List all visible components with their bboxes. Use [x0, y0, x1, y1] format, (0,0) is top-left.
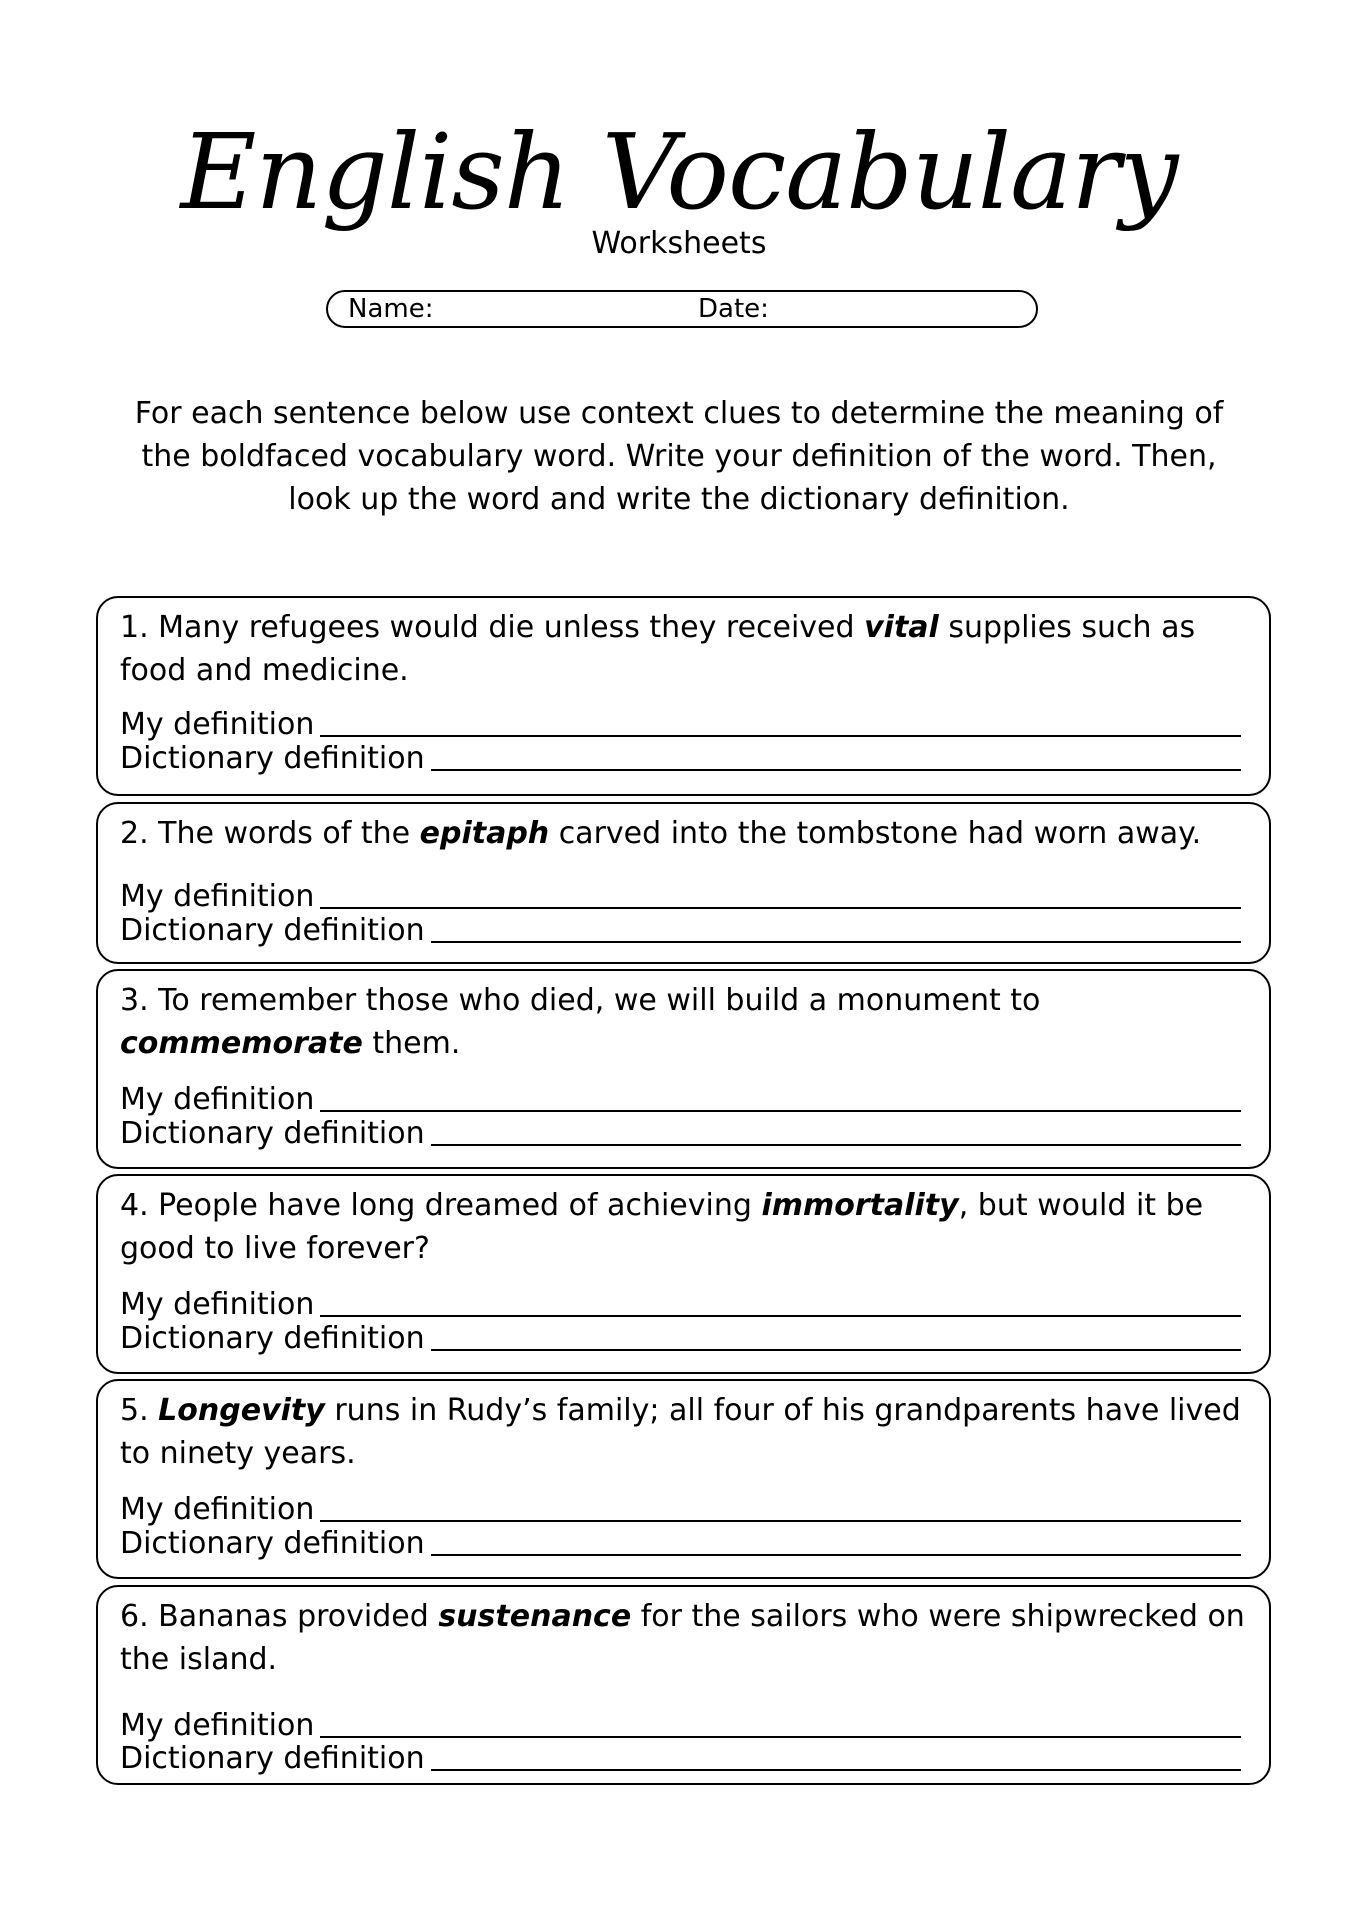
- vocab-item-1: [96, 596, 1271, 796]
- my-definition-line[interactable]: [320, 1736, 1241, 1738]
- sentence-text: 1. Many refugees would die unless they received: [120, 610, 865, 645]
- dictionary-definition-row: [120, 742, 1241, 775]
- vocab-sentence: [120, 1184, 1247, 1270]
- vocab-item-6: [96, 1585, 1271, 1785]
- worksheet-title: English Vocabulary: [180, 111, 1178, 233]
- vocab-word: sustenance: [438, 1599, 632, 1634]
- my-definition-row: [120, 708, 1241, 741]
- vocab-word: vital: [864, 610, 939, 645]
- sentence-text: carved into the tombstone had worn away.: [549, 816, 1202, 851]
- dictionary-definition-label: Dictionary definition: [120, 1116, 425, 1151]
- vocab-sentence: [120, 979, 1247, 1065]
- dictionary-definition-row: [120, 1322, 1241, 1355]
- my-definition-label: My definition: [120, 879, 315, 914]
- dictionary-definition-label: Dictionary definition: [120, 741, 425, 776]
- instructions-text: For each sentence below use context clues to determine the meaning of the boldfaced vocabulary word. Write your definition of the word. Then, look up the word and write the dictionary definition.: [134, 396, 1224, 517]
- vocab-item-4: [96, 1174, 1271, 1374]
- dictionary-definition-line[interactable]: [431, 1144, 1241, 1146]
- my-definition-label: My definition: [120, 1082, 315, 1117]
- sentence-text: 5.: [120, 1393, 159, 1428]
- my-definition-row: [120, 1083, 1241, 1116]
- my-definition-line[interactable]: [320, 1520, 1241, 1522]
- dictionary-definition-row: [120, 1742, 1241, 1775]
- sentence-text: supplies such as food and medicine.: [120, 610, 1196, 688]
- vocab-word: epitaph: [419, 816, 550, 851]
- my-definition-row: [120, 1493, 1241, 1526]
- vocab-sentence: [120, 1595, 1247, 1681]
- sentence-text: 2. The words of the: [120, 816, 420, 851]
- dictionary-definition-line[interactable]: [431, 769, 1241, 771]
- dictionary-definition-label: Dictionary definition: [120, 913, 425, 948]
- my-definition-line[interactable]: [320, 907, 1241, 909]
- dictionary-definition-label: Dictionary definition: [120, 1321, 425, 1356]
- vocab-item-2: [96, 802, 1271, 964]
- my-definition-label: My definition: [120, 1492, 315, 1527]
- sentence-text: for the sailors who were shipwrecked on the island.: [120, 1599, 1245, 1677]
- vocab-sentence: [120, 812, 1247, 855]
- my-definition-label: My definition: [120, 1708, 315, 1743]
- name-label: Name:: [348, 294, 434, 324]
- dictionary-definition-line[interactable]: [431, 1554, 1241, 1556]
- dictionary-definition-row: [120, 914, 1241, 947]
- my-definition-row: [120, 1288, 1241, 1321]
- sentence-text: 6. Bananas provided: [120, 1599, 439, 1634]
- date-label: Date:: [698, 294, 769, 324]
- sentence-text: them.: [362, 1026, 461, 1061]
- name-date-bar: [326, 290, 1038, 328]
- my-definition-row: [120, 1709, 1241, 1742]
- dictionary-definition-row: [120, 1527, 1241, 1560]
- dictionary-definition-row: [120, 1117, 1241, 1150]
- my-definition-line[interactable]: [320, 735, 1241, 737]
- dictionary-definition-line[interactable]: [431, 941, 1241, 943]
- sentence-text: 4. People have long dreamed of achieving: [120, 1188, 762, 1223]
- sentence-text: runs in Rudy’s family; all four of his grandparents have lived to ninety years.: [120, 1393, 1241, 1471]
- vocab-word: commemorate: [120, 1026, 363, 1061]
- my-definition-line[interactable]: [320, 1110, 1241, 1112]
- vocab-item-5: [96, 1379, 1271, 1579]
- vocab-sentence: [120, 606, 1247, 692]
- sentence-text: , but would it be good to live forever?: [120, 1188, 1204, 1266]
- sentence-text: 3. To remember those who died, we will build a monument to: [120, 983, 1041, 1018]
- my-definition-label: My definition: [120, 707, 315, 742]
- vocab-sentence: [120, 1389, 1247, 1475]
- dictionary-definition-line[interactable]: [431, 1349, 1241, 1351]
- my-definition-row: [120, 880, 1241, 913]
- dictionary-definition-label: Dictionary definition: [120, 1526, 425, 1561]
- dictionary-definition-label: Dictionary definition: [120, 1741, 425, 1776]
- my-definition-line[interactable]: [320, 1315, 1241, 1317]
- vocab-word: immortality: [761, 1188, 959, 1223]
- dictionary-definition-line[interactable]: [431, 1769, 1241, 1771]
- worksheet-subtitle: Worksheets: [591, 226, 767, 261]
- vocab-word: Longevity: [158, 1393, 325, 1428]
- my-definition-label: My definition: [120, 1287, 315, 1322]
- vocab-item-3: [96, 969, 1271, 1169]
